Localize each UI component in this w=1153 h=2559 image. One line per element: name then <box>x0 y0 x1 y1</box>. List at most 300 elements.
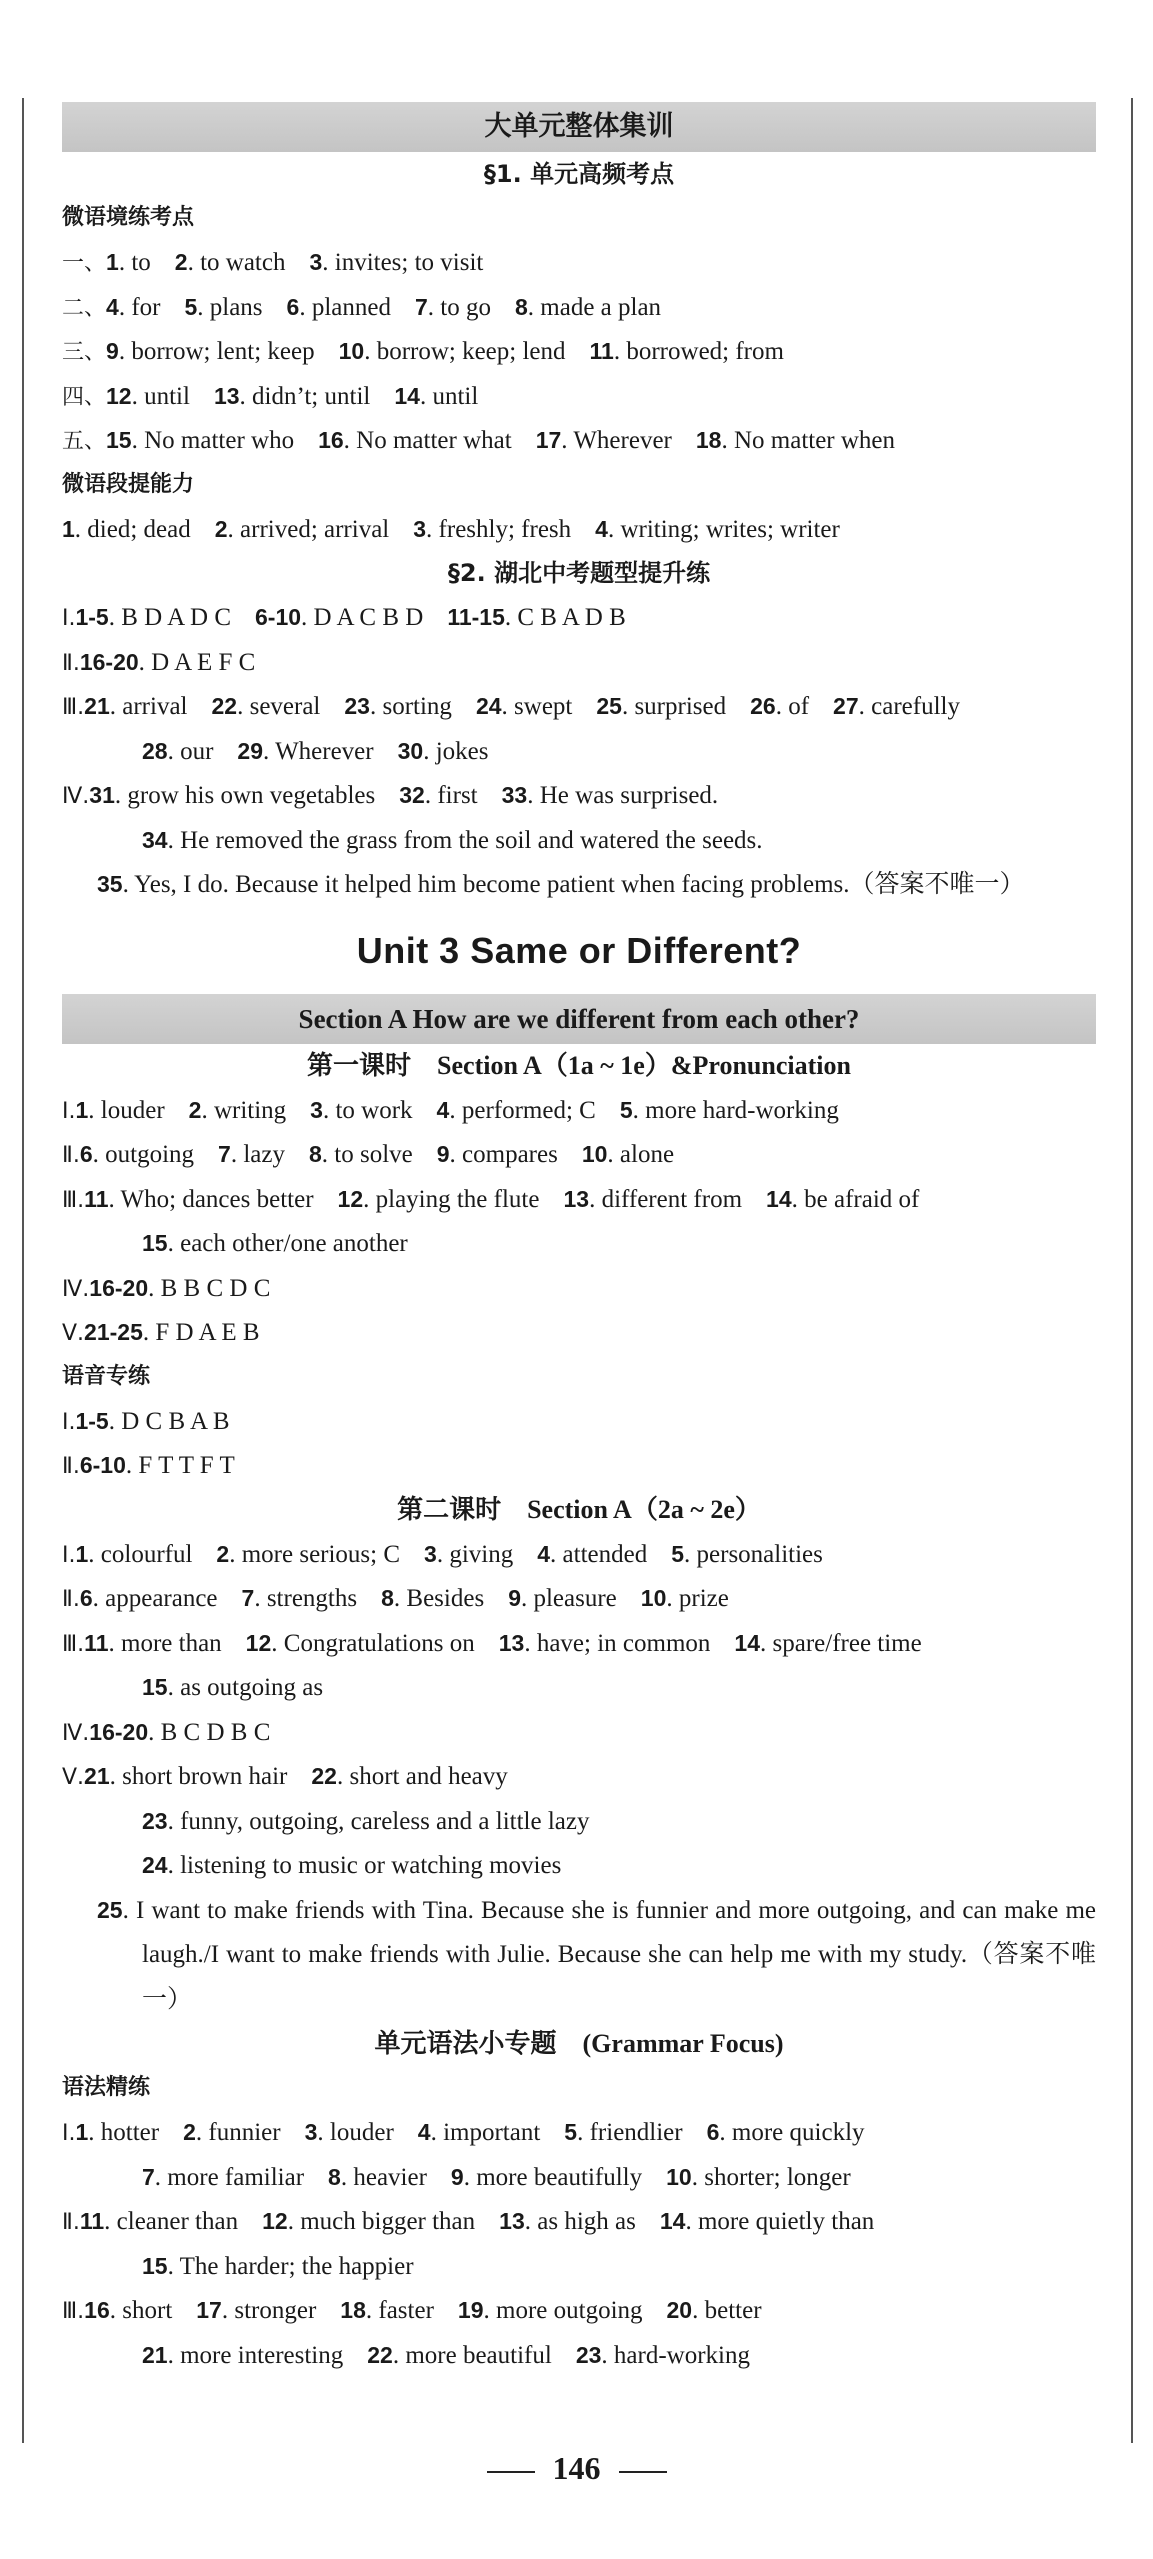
answer-text: . borrowed; from <box>613 338 784 365</box>
answer-row <box>62 1443 1096 1488</box>
question-number: 9 <box>436 1141 450 1167</box>
answer-text: . D A E F C <box>138 648 256 676</box>
row-prefix: Ⅰ. <box>62 1098 76 1124</box>
answer-item <box>563 1186 742 1213</box>
label-paragraph-practice: 微语段提能力 <box>62 471 195 497</box>
answer-item <box>424 1541 513 1568</box>
answer-item <box>671 1541 823 1568</box>
answer-text: . alone <box>607 1141 675 1168</box>
answer-item <box>536 427 672 454</box>
answer-item <box>667 2297 762 2324</box>
answer-row <box>62 1754 1096 1799</box>
answer-item <box>142 1674 323 1701</box>
question-number: 16 <box>318 427 344 453</box>
question-number: 16-20 <box>89 1274 149 1301</box>
answer-item <box>328 2164 427 2191</box>
answer-item <box>84 1763 287 1790</box>
answer-text: . be afraid of <box>791 1185 920 1213</box>
answer-item <box>339 338 566 365</box>
answer-item <box>590 338 784 365</box>
answer-text: . didn’t; until <box>239 382 371 410</box>
question-number: 22 <box>367 2341 393 2368</box>
answer-text: . funnier <box>195 2119 281 2146</box>
row-prefix: Ⅱ. <box>62 1587 80 1612</box>
answer-text: . plans <box>197 293 263 321</box>
left-border <box>22 98 24 2443</box>
answer-text: . D C B A B <box>108 1407 230 1435</box>
answer-item <box>418 2119 541 2146</box>
answer-item <box>216 1541 400 1568</box>
question-number: 15 <box>142 1230 168 1256</box>
answer-row <box>62 1665 1096 1710</box>
answer-text: . as high as <box>524 2208 636 2235</box>
row-prefix: Ⅳ. <box>62 1276 90 1302</box>
dash-left <box>487 2471 535 2473</box>
question-number: 28 <box>142 737 168 764</box>
question-number: 6 <box>79 1141 93 1167</box>
answer-text: . attended <box>550 1540 648 1568</box>
answer-text: . of <box>775 693 810 720</box>
row-prefix: 五、 <box>62 429 107 454</box>
answer-item <box>80 1141 194 1168</box>
question-number: 24 <box>142 1852 168 1878</box>
question-number: 13 <box>499 2208 525 2234</box>
row-prefix: Ⅱ. <box>62 650 80 676</box>
answer-item <box>696 427 895 454</box>
answer-item <box>833 693 960 720</box>
answer-item <box>564 2119 682 2146</box>
answer-item <box>142 827 763 854</box>
answer-text: . Wherever <box>263 737 374 765</box>
question-number: 11 <box>84 1629 109 1656</box>
question-number: 14 <box>766 1185 792 1212</box>
answer-25: 25. I want to make friends with Tina. Because she is funnier and more outgoing, and can make me laugh./I want to make friends with Julie. Because she can help me with my study.（答案不唯一） <box>97 1896 1096 2013</box>
answer-item <box>595 516 840 543</box>
answer-row <box>62 1399 1096 1444</box>
answer-item <box>596 693 726 720</box>
answer-item <box>451 2164 642 2191</box>
answer-row <box>62 1132 1096 1177</box>
question-number: 2 <box>214 515 228 542</box>
answer-text: . to watch <box>187 249 286 276</box>
question-number: 15 <box>142 2252 168 2279</box>
s2-title: §2. 湖北中考题型提升练 <box>447 559 711 587</box>
answer-item <box>142 1852 561 1879</box>
answer-text: . more familiar <box>154 2163 305 2191</box>
question-number: 15 <box>106 427 132 453</box>
answer-text: . more quietly than <box>685 2208 875 2235</box>
answer-text: . funny, outgoing, careless and a little lazy <box>167 1807 590 1835</box>
answer-item <box>218 1141 285 1168</box>
answer-item <box>80 1585 218 1612</box>
answer-row <box>62 1088 1096 1133</box>
question-number: 16-20 <box>79 648 139 675</box>
answer-item <box>84 1319 260 1346</box>
answer-item <box>309 1141 413 1168</box>
question-number: 12 <box>245 1629 272 1656</box>
label-grammar: 语法精练 <box>62 2075 151 2100</box>
question-number: 8 <box>381 1585 394 1611</box>
answer-text: . better <box>692 2297 762 2324</box>
answer-row <box>62 1710 1096 1755</box>
answer-text: . B D A D C <box>108 604 231 631</box>
answer-row <box>62 2244 1096 2289</box>
answer-text: . invites; to visit <box>322 249 484 276</box>
answer-text: . playing the flute <box>363 1185 540 1213</box>
review-banner: 大单元整体集训 <box>62 102 1096 152</box>
question-number: 16-20 <box>89 1718 149 1745</box>
answer-item <box>338 1186 540 1213</box>
question-number: 26 <box>750 693 776 719</box>
answer-text: . different from <box>589 1185 743 1213</box>
answer-item <box>499 2208 636 2235</box>
row-prefix: 二、 <box>62 295 107 321</box>
answer-item <box>499 1630 711 1657</box>
answer-item <box>75 604 231 631</box>
lesson1-group <box>62 1088 1096 1355</box>
question-number: 11 <box>589 338 614 364</box>
question-number: 34 <box>142 826 168 853</box>
answer-row <box>62 285 1096 330</box>
answer-text: . No matter what <box>343 427 512 454</box>
answer-row <box>62 507 1096 552</box>
answer-text: . C B A D B <box>504 604 626 631</box>
answer-item <box>106 249 151 276</box>
answer-text: . to solve <box>321 1141 413 1168</box>
row-prefix: Ⅲ. <box>62 1631 85 1657</box>
answer-text: . have; in common <box>524 1629 711 1657</box>
answer-row <box>62 729 1096 774</box>
question-number: 17 <box>196 2297 222 2323</box>
question-number: 8 <box>328 2163 341 2190</box>
label-phonics: 语音专练 <box>62 1363 151 1389</box>
question-number: 27 <box>833 693 859 719</box>
question-number: 16 <box>84 2297 110 2323</box>
answer-item <box>196 2297 316 2324</box>
question-number: 13 <box>563 1185 590 1212</box>
answer-row <box>62 773 1096 818</box>
answer-item <box>515 294 661 321</box>
answer-text: . more interesting <box>167 2341 344 2369</box>
question-number: 7 <box>414 293 428 320</box>
answer-item <box>106 338 315 365</box>
row-prefix: Ⅱ. <box>62 1143 80 1168</box>
question-number: 2 <box>174 249 188 275</box>
answer-row <box>62 2110 1096 2155</box>
answer-row <box>62 1799 1096 1844</box>
page-number: 146 <box>0 2450 1153 2487</box>
answer-text: . for <box>118 293 161 321</box>
answer-item <box>399 782 477 809</box>
answer-text: . He removed the grass from the soil and watered the seeds. <box>167 826 763 854</box>
question-number: 21 <box>142 2341 168 2368</box>
right-border <box>1131 98 1133 2443</box>
dash-right <box>619 2471 667 2473</box>
answer-item <box>641 1585 729 1612</box>
answer-row <box>62 1221 1096 1266</box>
row-prefix: Ⅴ. <box>62 1765 85 1790</box>
answer-text: . performed; C <box>449 1096 596 1124</box>
answer-text: . short and heavy <box>336 1763 508 1790</box>
answer-item <box>413 516 571 543</box>
answer-row <box>62 1621 1096 1666</box>
answer-text: . until <box>131 382 190 410</box>
answer-text: . lazy <box>230 1141 285 1168</box>
answer-item <box>84 1630 222 1657</box>
answer-item <box>398 738 489 765</box>
answer-item <box>415 294 491 321</box>
question-number: 25 <box>596 693 622 719</box>
answer-text: . each other/one another <box>167 1230 408 1257</box>
question-number: 1-5 <box>75 1407 109 1434</box>
answer-text: . much bigger than <box>287 2208 476 2235</box>
answer-item <box>537 1541 647 1568</box>
answer-text: . louder <box>317 2119 394 2146</box>
answer-text: . more than <box>108 1629 222 1657</box>
answer-item <box>394 383 478 410</box>
answer-row <box>62 240 1096 285</box>
question-number: 30 <box>397 737 424 764</box>
answer-item <box>766 1186 919 1213</box>
answer-text: . more outgoing <box>483 2297 643 2324</box>
answer-row <box>62 640 1096 685</box>
question-number: 20 <box>666 2297 693 2323</box>
answer-row <box>62 1177 1096 1222</box>
row-prefix: Ⅱ. <box>62 2210 80 2235</box>
answer-text: . writing; writes; writer <box>607 515 840 543</box>
answer-item <box>381 1585 484 1612</box>
answer-text: . Who; dances better <box>108 1185 314 1213</box>
question-number: 29 <box>237 737 264 764</box>
answer-text: . several <box>237 693 321 720</box>
answer-text: . short <box>109 2297 173 2324</box>
answer-item <box>75 1097 164 1124</box>
answer-text: . more beautifully <box>463 2163 643 2191</box>
question-number: 17 <box>535 427 562 453</box>
answer-item <box>106 294 160 321</box>
answer-text: . faster <box>365 2297 434 2324</box>
answer-item <box>620 1097 839 1124</box>
answer-text: . arrival <box>109 693 188 720</box>
question-number: 33 <box>501 782 528 808</box>
answer-row <box>62 374 1096 419</box>
question-number: 4 <box>106 293 119 320</box>
answer-text: . B C D B C <box>148 1718 271 1746</box>
answer-row <box>62 1310 1096 1355</box>
answer-text: . stronger <box>221 2297 317 2324</box>
question-number: 8 <box>514 293 528 320</box>
answer-item <box>62 516 191 543</box>
question-number: 3 <box>309 249 323 275</box>
question-number: 4 <box>436 1096 450 1123</box>
question-number: 14 <box>734 1629 760 1656</box>
answer-text: . more quickly <box>719 2119 865 2146</box>
question-number: 14 <box>659 2208 686 2234</box>
answer-item <box>183 2119 281 2146</box>
answer-item <box>310 1097 412 1124</box>
answer-text: . giving <box>436 1540 514 1568</box>
row-prefix: Ⅲ. <box>62 1187 85 1213</box>
answer-text: . F D A E B <box>142 1319 260 1346</box>
question-number: 6-10 <box>255 604 302 630</box>
answer-item <box>447 604 625 631</box>
answer-text: . Besides <box>393 1585 485 1612</box>
row-prefix: Ⅰ. <box>62 606 76 631</box>
answer-text: . compares <box>449 1141 558 1168</box>
answer-text: . prize <box>666 1585 729 1612</box>
answer-text: . B B C D C <box>148 1274 271 1302</box>
question-number: 11 <box>79 2208 105 2234</box>
rows1-group <box>62 240 1096 463</box>
answer-item <box>142 2164 304 2191</box>
question-number: 1 <box>106 249 119 275</box>
answer-text: . borrow; keep; lend <box>364 338 566 365</box>
question-number: 13 <box>213 382 240 409</box>
answer-item <box>75 1541 192 1568</box>
lesson2-title: 第二课时 Section A（2a ~ 2e） <box>397 1494 761 1524</box>
answer-item <box>318 427 512 454</box>
answer-row <box>62 2333 1096 2378</box>
answer-text: . first <box>424 782 478 809</box>
answer-text: . freshly; fresh <box>426 515 572 543</box>
answer-item <box>106 383 190 410</box>
answer-text: . strengths <box>254 1585 358 1612</box>
answer-item <box>367 2342 552 2369</box>
question-number: 8 <box>308 1141 322 1167</box>
question-number: 15 <box>142 1674 168 1700</box>
question-number: 5 <box>564 2119 578 2145</box>
answer-item <box>106 427 294 454</box>
answer-item <box>84 2297 172 2324</box>
answer-item <box>508 1585 617 1612</box>
answer-text: . hard-working <box>601 2341 750 2369</box>
question-number: 3 <box>310 1096 323 1123</box>
question-number: 18 <box>695 427 722 453</box>
answer-item <box>246 1630 475 1657</box>
answer-text: . The harder; the happier <box>167 2252 414 2280</box>
question-number: 9 <box>508 1585 521 1611</box>
answer-text: . grow his own vegetables <box>114 782 376 809</box>
row-prefix: 一、 <box>62 251 107 276</box>
answer-text: . as outgoing as <box>167 1674 324 1701</box>
grammar-group <box>62 2110 1096 2377</box>
question-number: 1-5 <box>75 604 109 630</box>
answer-item <box>89 1275 270 1302</box>
answer-item <box>750 693 809 720</box>
answer-item <box>89 782 375 809</box>
answer-text: . cleaner than <box>104 2208 239 2235</box>
question-number: 7 <box>142 2163 155 2190</box>
answer-item <box>215 516 390 543</box>
question-number: 7 <box>218 1141 231 1167</box>
question-number: 24 <box>475 693 502 719</box>
answer-text: . No matter when <box>721 427 896 454</box>
answer-item <box>305 2119 394 2146</box>
question-number: 4 <box>417 2119 431 2145</box>
answer-text: . to work <box>322 1096 413 1124</box>
question-number: 6 <box>706 2119 720 2145</box>
rows2-group <box>62 507 1096 552</box>
answer-row <box>62 418 1096 463</box>
answer-item <box>582 1141 674 1168</box>
unit-title: Unit 3 Same or Different? <box>356 929 802 971</box>
question-number: 12 <box>262 2208 288 2234</box>
row-prefix: Ⅰ. <box>62 1409 76 1435</box>
question-number: 12 <box>337 1185 364 1212</box>
question-number: 1 <box>75 1096 89 1123</box>
answer-text: . spare/free time <box>760 1629 922 1657</box>
answer-item <box>476 693 572 720</box>
s1-title: §1. 单元高频考点 <box>483 160 675 188</box>
answer-text: . short brown hair <box>109 1763 288 1790</box>
answer-text: . swept <box>501 693 573 720</box>
section-banner: Section A How are we different from each other? <box>62 994 1096 1044</box>
answer-text: . D A C B D <box>301 604 424 631</box>
answer-item <box>237 738 373 765</box>
answer-item <box>707 2119 865 2146</box>
lesson1-title: 第一课时 Section A（1a ~ 1e）&Pronunciation <box>307 1050 851 1080</box>
question-number: 31 <box>89 782 115 808</box>
answer-item <box>142 738 213 765</box>
answer-text: . our <box>167 737 214 765</box>
question-number: 9 <box>450 2163 464 2190</box>
answer-row <box>62 818 1096 863</box>
grammar-title: 单元语法小专题 (Grammar Focus) <box>374 2029 784 2058</box>
row-prefix: Ⅳ. <box>62 784 90 809</box>
answer-text: . until <box>419 382 479 410</box>
question-number: 1 <box>62 515 75 542</box>
answer-text: . writing <box>201 1096 287 1124</box>
question-number: 32 <box>399 782 425 808</box>
answer-text: . No matter who <box>131 427 295 454</box>
answer-item <box>212 693 321 720</box>
answer-text: . arrived; arrival <box>227 515 390 543</box>
row-prefix: Ⅱ. <box>62 1454 80 1479</box>
answer-text: . more beautiful <box>392 2341 552 2369</box>
row-prefix: Ⅰ. <box>62 2121 76 2146</box>
question-number: 2 <box>188 1096 202 1123</box>
answer-text: . sorting <box>369 693 452 720</box>
question-number: 11 <box>84 1185 109 1212</box>
label-context-practice: 微语境练考点 <box>62 205 195 230</box>
answer-text: . planned <box>299 293 391 321</box>
answer-item <box>84 693 187 720</box>
question-number: 19 <box>457 2297 484 2323</box>
answer-text: . He was surprised. <box>527 782 719 809</box>
answer-item <box>142 2342 343 2369</box>
question-number: 1 <box>75 2119 89 2145</box>
question-number: 22 <box>311 1763 337 1789</box>
answer-row <box>62 2288 1096 2333</box>
row-prefix: Ⅲ. <box>62 2299 85 2324</box>
answer-row <box>62 595 1096 640</box>
question-number: 7 <box>241 1585 255 1611</box>
answer-text: . to go <box>427 293 491 321</box>
answer-row <box>62 1576 1096 1621</box>
answer-row <box>62 684 1096 729</box>
answer-item <box>89 1719 270 1746</box>
question-number: 5 <box>184 293 198 320</box>
answer-35: 35. Yes, I do. Because it helped him become patient when facing problems.（答案不唯一） <box>97 871 1025 898</box>
question-number: 3 <box>413 515 427 542</box>
answer-item <box>175 249 286 276</box>
rows3-group <box>62 595 1096 862</box>
answer-text: . died; dead <box>74 515 191 543</box>
question-number: 12 <box>106 382 132 409</box>
answer-item <box>142 2253 414 2280</box>
question-number: 23 <box>575 2341 602 2368</box>
question-number: 5 <box>619 1096 633 1123</box>
